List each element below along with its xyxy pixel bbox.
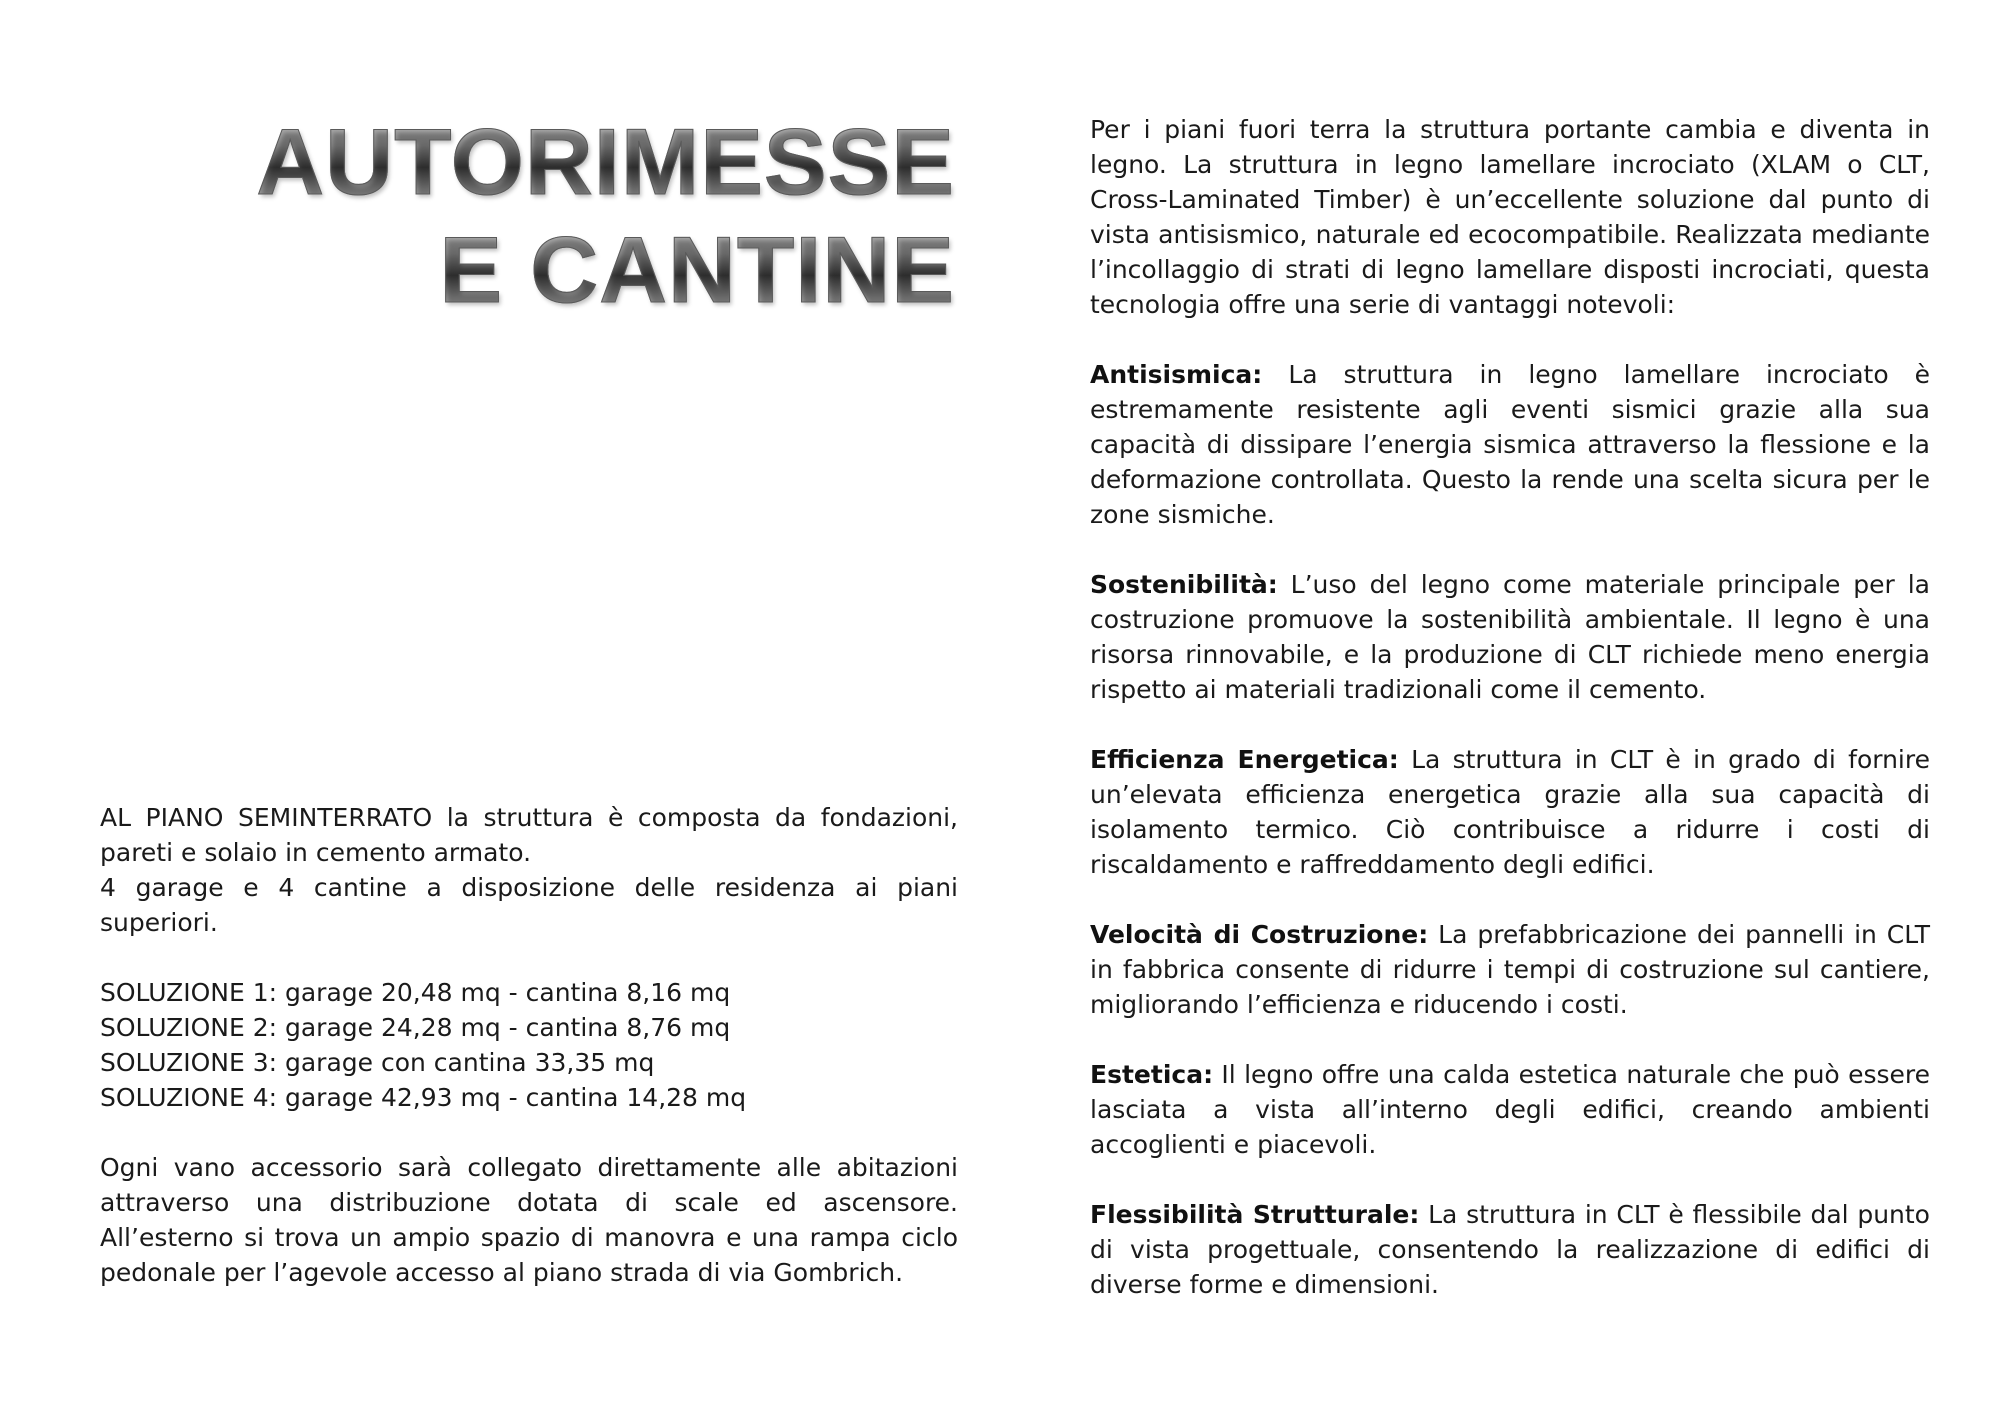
feature-label: Velocità di Costruzione: xyxy=(1090,920,1429,949)
feature-paragraph xyxy=(1090,1057,1930,1162)
feature-label: Efficienza Energetica: xyxy=(1090,745,1399,774)
title-line-2: E CANTINE xyxy=(195,216,955,324)
feature-label: Sostenibilità: xyxy=(1090,570,1278,599)
left-column xyxy=(100,800,958,1290)
feature-text: L’uso del legno come materiale principale per la costruzione promuove la sostenibilità ambientale. Il legno è una risorsa rinnovabile, e la produzione di CLT richiede meno energia rispetto ai materiali tradizionali come il cemento. xyxy=(1090,570,1930,704)
feature-paragraph xyxy=(1090,1197,1930,1302)
feature-label: Flessibilità Strutturale: xyxy=(1090,1200,1420,1229)
feature-text: La struttura in CLT è in grado di fornire un’elevata efficienza energetica grazie alla sua capacità di isolamento termico. Ciò contribuisce a ridurre i costi di riscaldamento e raffreddamento degli edifici. xyxy=(1090,745,1930,879)
feature-label: Estetica: xyxy=(1090,1060,1214,1089)
right-column xyxy=(1090,112,1930,1302)
feature-text: Il legno offre una calda estetica naturale che può essere lasciata a vista all’interno degli edifici, creando ambienti accoglienti e piacevoli. xyxy=(1090,1060,1930,1159)
solution-item: SOLUZIONE 1: garage 20,48 mq - cantina 8,16 mq xyxy=(100,978,731,1007)
feature-paragraph xyxy=(1090,917,1930,1022)
feature-paragraph xyxy=(1090,357,1930,532)
solution-item: SOLUZIONE 4: garage 42,93 mq - cantina 14,28 mq xyxy=(100,1083,747,1112)
feature-text: La prefabbricazione dei pannelli in CLT in fabbrica consente di ridurre i tempi di costruzione sul cantiere, migliorando l’efficienza e riducendo i costi. xyxy=(1090,920,1930,1019)
title-line-1: AUTORIMESSE xyxy=(195,108,955,216)
feature-paragraph xyxy=(1090,567,1930,707)
solution-item: SOLUZIONE 2: garage 24,28 mq - cantina 8,76 mq xyxy=(100,1013,731,1042)
feature-text: La struttura in legno lamellare incrociato è estremamente resistente agli eventi sismici grazie alla sua capacità di dissipare l’energia sismica attraverso la flessione e la deformazione controllata. Questo la rende una scelta sicura per le zone sismiche. xyxy=(1090,360,1930,529)
solution-item: SOLUZIONE 3: garage con cantina 33,35 mq xyxy=(100,1048,655,1077)
intro-paragraph-2: 4 garage e 4 cantine a disposizione delle residenza ai piani superiori. xyxy=(100,873,958,937)
right-intro-paragraph: Per i piani fuori terra la struttura portante cambia e diventa in legno. La struttura in legno lamellare incrociato (XLAM o CLT, Cross-Laminated Timber) è un’eccellente soluzione dal punto di vista antisismico, naturale ed ecocompatibile. Realizzata mediante l’incollaggio di strati di legno lamellare disposti incrociati, questa tecnologia offre una serie di vantaggi notevoli: xyxy=(1090,115,1930,319)
feature-text: La struttura in CLT è flessibile dal punto di vista progettuale, consentendo la realizzazione di edifici di diverse forme e dimensioni. xyxy=(1090,1200,1930,1299)
feature-label: Antisismica: xyxy=(1090,360,1263,389)
closing-paragraph: Ogni vano accessorio sarà collegato direttamente alle abitazioni attraverso una distribuzione dotata di scale ed ascensore. All’esterno si trova un ampio spazio di manovra e una rampa ciclo pedonale per l’agevole accesso al piano strada di via Gombrich. xyxy=(100,1153,958,1287)
page-title xyxy=(195,108,955,324)
solutions-list xyxy=(100,975,958,1115)
feature-paragraph xyxy=(1090,742,1930,882)
intro-paragraph-1: AL PIANO SEMINTERRATO la struttura è composta da fondazioni, pareti e solaio in cemento armato. xyxy=(100,803,958,867)
